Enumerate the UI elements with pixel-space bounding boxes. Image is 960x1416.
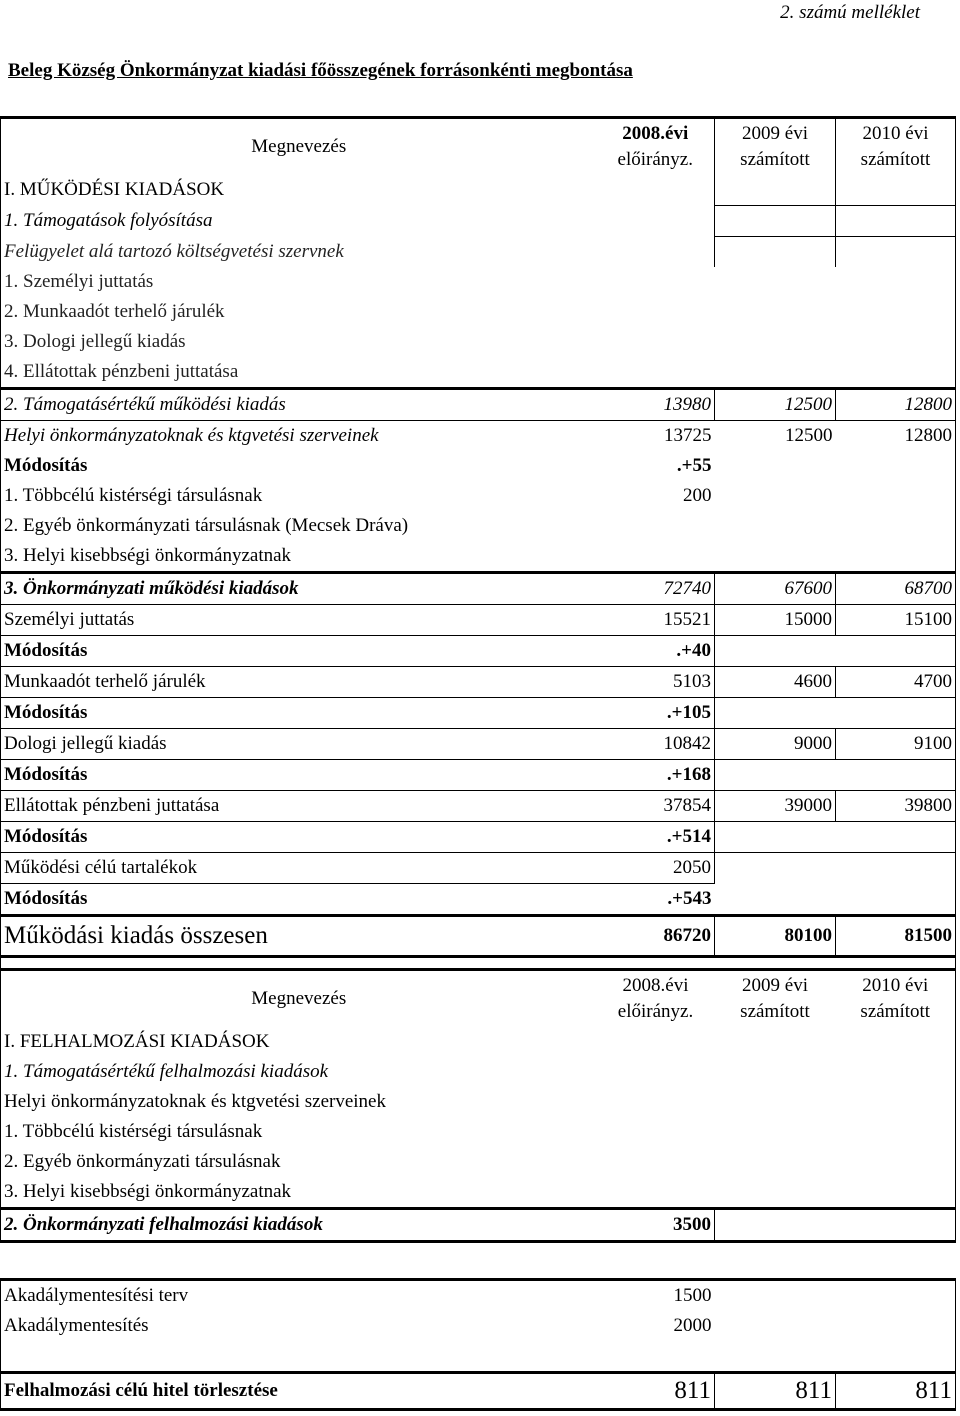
table-header-row bbox=[1, 118, 956, 176]
table-header-row bbox=[1, 970, 956, 1028]
row-label: Módosítás bbox=[1, 451, 597, 481]
row-label: 3. Dologi jellegű kiadás bbox=[1, 327, 597, 357]
cell-value bbox=[836, 481, 956, 511]
cell-value bbox=[836, 1280, 956, 1312]
row-label: 2. Egyéb önkormányzati társulásnak (Mecsek Dráva) bbox=[1, 511, 597, 541]
table-row bbox=[1, 853, 956, 884]
row-label: 3. Helyi kisebbségi önkormányzatnak bbox=[1, 1177, 597, 1209]
table-row bbox=[1, 1147, 956, 1177]
table-row-modification bbox=[1, 636, 956, 667]
table-row bbox=[1, 206, 956, 237]
cell-value: 72740 bbox=[597, 573, 715, 605]
cell-value: 2050 bbox=[597, 853, 715, 884]
cell-value: .+55 bbox=[676, 455, 712, 476]
cell-value bbox=[715, 511, 836, 541]
header-name: Megnevezés bbox=[1, 970, 597, 1028]
row-label: Módosítás bbox=[1, 822, 597, 853]
cell-value bbox=[715, 327, 836, 357]
cell-value: .+514 bbox=[666, 826, 711, 847]
cell-value bbox=[715, 1209, 836, 1242]
row-label: Módosítás bbox=[1, 636, 597, 667]
table-row bbox=[1, 1177, 956, 1209]
table-row-modification bbox=[1, 698, 956, 729]
cell-value: 10842 bbox=[597, 729, 715, 760]
cell-value bbox=[597, 1087, 715, 1117]
cell-value: 80100 bbox=[715, 916, 836, 957]
cell-value: 67600 bbox=[715, 573, 836, 605]
cell-value bbox=[836, 1147, 956, 1177]
cell-value bbox=[836, 357, 956, 389]
cell-value bbox=[597, 1177, 715, 1209]
table-row bbox=[1, 1057, 956, 1087]
table-row bbox=[1, 667, 956, 698]
row-label: Módosítás bbox=[1, 884, 597, 916]
cell-value bbox=[715, 760, 836, 791]
cell-value bbox=[715, 1057, 836, 1087]
cell-value: .+105 bbox=[666, 702, 711, 723]
row-label: 1. Többcélú kistérségi társulásnak bbox=[1, 1117, 597, 1147]
table-row bbox=[1, 237, 956, 268]
cell-value bbox=[836, 1311, 956, 1341]
cell-value: 811 bbox=[715, 1373, 836, 1410]
cell-value bbox=[597, 267, 715, 297]
row-label: Dologi jellegű kiadás bbox=[1, 729, 597, 760]
section-row bbox=[1, 1027, 956, 1057]
cell-value bbox=[715, 206, 836, 237]
cell-value bbox=[715, 541, 836, 573]
cell-value bbox=[597, 511, 715, 541]
row-label: 2. Támogatásértékű működési kiadás bbox=[1, 389, 597, 421]
cell-value: 4600 bbox=[715, 667, 836, 698]
cell-value: 13725 bbox=[664, 425, 712, 446]
row-label: Működási kiadás összesen bbox=[1, 916, 597, 957]
cell-value bbox=[836, 297, 956, 327]
cell-value: 811 bbox=[836, 1373, 956, 1410]
row-label: 2. Munkaadót terhelő járulék bbox=[1, 297, 597, 327]
table-row-subtotal bbox=[1, 573, 956, 605]
header-year-2008: 2008.évi előirányz. bbox=[617, 975, 694, 1022]
cell-value: 12800 bbox=[836, 389, 956, 421]
table-row bbox=[1, 1117, 956, 1147]
cell-value bbox=[836, 511, 956, 541]
table-row bbox=[1, 791, 956, 822]
cell-value bbox=[836, 853, 956, 884]
cell-value bbox=[836, 760, 956, 791]
table-row bbox=[1, 605, 956, 636]
row-label: 2. Önkormányzati felhalmozási kiadások bbox=[1, 1209, 597, 1242]
table-row-subtotal bbox=[1, 389, 956, 421]
cell-value: 1500 bbox=[673, 1285, 712, 1306]
cell-value bbox=[597, 206, 715, 237]
cell-value: 86720 bbox=[597, 916, 715, 957]
table-row bbox=[1, 541, 956, 573]
cell-value bbox=[597, 297, 715, 327]
row-label: 1. Személyi juttatás bbox=[1, 267, 597, 297]
cell-value: 2000 bbox=[673, 1315, 712, 1336]
cell-value bbox=[836, 541, 956, 573]
cell-value bbox=[715, 1177, 836, 1209]
cell-value: 68700 bbox=[836, 573, 956, 605]
cell-value: 12500 bbox=[785, 425, 833, 446]
table-row bbox=[1, 729, 956, 760]
cell-value: 15000 bbox=[715, 605, 836, 636]
row-label: Akadálymentesítési terv bbox=[1, 1280, 597, 1312]
annex-label: 2. számú melléklet bbox=[780, 2, 920, 23]
cell-value: .+543 bbox=[667, 888, 712, 909]
spacer-row bbox=[1, 1341, 956, 1373]
cell-value bbox=[715, 1311, 836, 1341]
cell-value bbox=[715, 698, 836, 729]
cell-value: 37854 bbox=[597, 791, 715, 822]
cell-value bbox=[715, 267, 836, 297]
cell-value: 12500 bbox=[715, 389, 836, 421]
cell-value bbox=[836, 1057, 956, 1087]
cell-value bbox=[715, 822, 836, 853]
table-row bbox=[1, 297, 956, 327]
table-row-modification bbox=[1, 884, 956, 916]
capital-expenses-table bbox=[0, 968, 956, 1243]
cell-value bbox=[715, 1280, 836, 1312]
table-row bbox=[1, 267, 956, 297]
cell-value: .+40 bbox=[676, 640, 711, 661]
cell-value bbox=[715, 884, 836, 916]
cell-value: 81500 bbox=[836, 916, 956, 957]
cell-value bbox=[836, 267, 956, 297]
table-row bbox=[1, 1087, 956, 1117]
cell-value bbox=[836, 206, 956, 237]
cell-value bbox=[715, 1087, 836, 1117]
header-year-2009: 2009 évi számított bbox=[740, 975, 810, 1022]
cell-value bbox=[836, 698, 956, 729]
cell-value: 3500 bbox=[597, 1209, 715, 1242]
accessibility-loan-table bbox=[0, 1278, 956, 1411]
table-row bbox=[1, 481, 956, 511]
row-label: Helyi önkormányzatoknak és ktgvetési szerveinek bbox=[1, 421, 597, 452]
operating-expenses-table bbox=[0, 116, 956, 988]
table-row bbox=[1, 511, 956, 541]
header-name: Megnevezés bbox=[1, 118, 597, 176]
cell-value: 12800 bbox=[836, 421, 956, 452]
row-label: 4. Ellátottak pénzbeni juttatása bbox=[1, 357, 597, 389]
table-row bbox=[1, 357, 956, 389]
cell-value: 200 bbox=[683, 485, 712, 506]
cell-value bbox=[836, 822, 956, 853]
row-label: Akadálymentesítés bbox=[1, 1311, 597, 1341]
cell-value bbox=[597, 541, 715, 573]
cell-value bbox=[836, 1209, 956, 1242]
table-row-total bbox=[1, 1373, 956, 1410]
table-row-modification bbox=[1, 451, 956, 481]
cell-value: 39000 bbox=[715, 791, 836, 822]
cell-value bbox=[836, 237, 956, 268]
row-label: Személyi juttatás bbox=[1, 605, 597, 636]
cell-value: 15521 bbox=[597, 605, 715, 636]
cell-value bbox=[597, 357, 715, 389]
cell-value: .+168 bbox=[666, 764, 711, 785]
row-label: 2. Egyéb önkormányzati társulásnak bbox=[1, 1147, 597, 1177]
row-label: Felhalmozási célú hitel törlesztése bbox=[1, 1373, 597, 1410]
cell-value bbox=[715, 853, 836, 884]
cell-value bbox=[715, 357, 836, 389]
table-row bbox=[1, 327, 956, 357]
cell-value bbox=[836, 884, 956, 916]
table-row-modification bbox=[1, 760, 956, 791]
cell-value: 4700 bbox=[836, 667, 956, 698]
header-year-2009: 2009 évi számított bbox=[715, 118, 836, 176]
cell-value bbox=[715, 1147, 836, 1177]
section-row bbox=[1, 175, 956, 206]
cell-value: 13980 bbox=[597, 389, 715, 421]
cell-value bbox=[836, 1177, 956, 1209]
cell-value bbox=[715, 1117, 836, 1147]
row-label: Ellátottak pénzbeni juttatása bbox=[1, 791, 597, 822]
row-label: 3. Önkormányzati működési kiadások bbox=[1, 573, 597, 605]
cell-value bbox=[715, 481, 836, 511]
row-label: 1. Támogatásértékű felhalmozási kiadások bbox=[1, 1057, 597, 1087]
table-row-subtotal bbox=[1, 1209, 956, 1242]
cell-value bbox=[715, 451, 836, 481]
cell-value bbox=[715, 636, 836, 667]
cell-value bbox=[836, 636, 956, 667]
row-label: Működési célú tartalékok bbox=[1, 853, 597, 884]
row-label: Módosítás bbox=[1, 760, 597, 791]
table-row bbox=[1, 1280, 956, 1312]
cell-value bbox=[836, 1117, 956, 1147]
header-year-2010: 2010 évi számított bbox=[836, 118, 956, 176]
table-row bbox=[1, 1311, 956, 1341]
row-label: Felügyelet alá tartozó költségvetési szervnek bbox=[1, 237, 597, 268]
cell-value bbox=[597, 1117, 715, 1147]
cell-value bbox=[597, 1057, 715, 1087]
section-title: I. FELHALMOZÁSI KIADÁSOK bbox=[1, 1027, 597, 1057]
cell-value bbox=[597, 1147, 715, 1177]
table-row-modification bbox=[1, 822, 956, 853]
cell-value bbox=[715, 237, 836, 268]
cell-value bbox=[597, 327, 715, 357]
cell-value: 15100 bbox=[836, 605, 956, 636]
cell-value: 39800 bbox=[836, 791, 956, 822]
cell-value bbox=[597, 237, 715, 268]
cell-value: 5103 bbox=[597, 667, 715, 698]
row-label: 1. Többcélú kistérségi társulásnak bbox=[1, 481, 597, 511]
row-label: Munkaadót terhelő járulék bbox=[1, 667, 597, 698]
header-year-2010: 2010 évi számított bbox=[836, 970, 956, 1028]
table-row bbox=[1, 421, 956, 452]
cell-value: 9000 bbox=[715, 729, 836, 760]
cell-value: 9100 bbox=[836, 729, 956, 760]
row-label: Módosítás bbox=[1, 698, 597, 729]
cell-value bbox=[836, 451, 956, 481]
cell-value bbox=[836, 327, 956, 357]
cell-value bbox=[836, 1087, 956, 1117]
row-label: 3. Helyi kisebbségi önkormányzatnak bbox=[1, 541, 597, 573]
cell-value: 811 bbox=[597, 1373, 715, 1410]
header-year-2008: 2008.évi előirányz. bbox=[617, 123, 693, 170]
section-title: I. MŰKÖDÉSI KIADÁSOK bbox=[1, 175, 597, 206]
page-title: Beleg Község Önkormányzat kiadási főösszegének forrásonkénti megbontása bbox=[8, 60, 633, 81]
table-row-total bbox=[1, 916, 956, 957]
row-label: Helyi önkormányzatoknak és ktgvetési szerveinek bbox=[1, 1087, 597, 1117]
row-label: 1. Támogatások folyósítása bbox=[1, 206, 597, 237]
cell-value bbox=[715, 297, 836, 327]
